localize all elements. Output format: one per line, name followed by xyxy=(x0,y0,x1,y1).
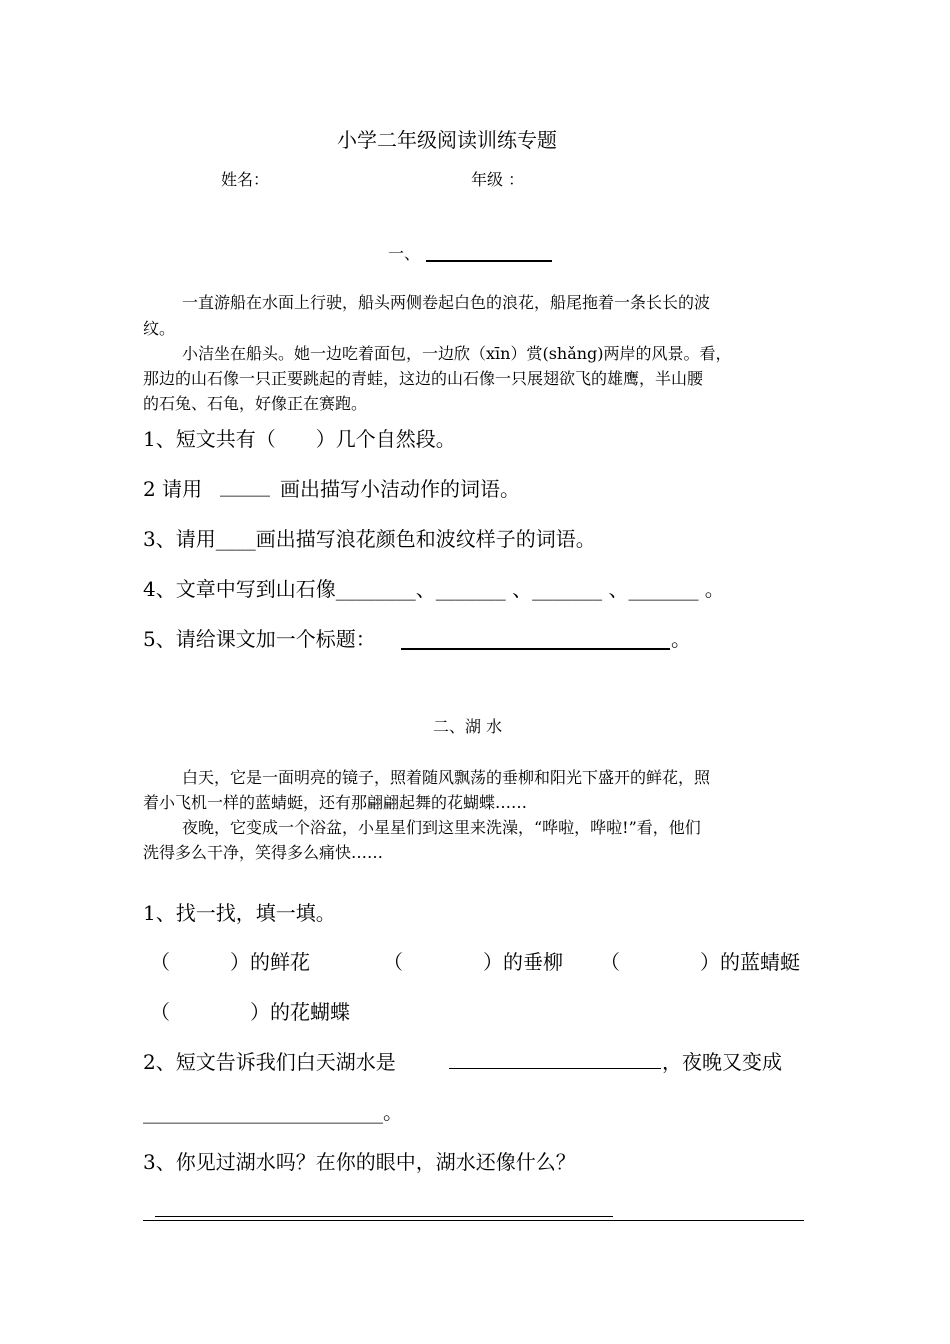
section2-question-2-start: 2、短文告诉我们白天湖水是 xyxy=(143,1050,396,1074)
fill-blank-dragonfly: （ ）的蓝蜻蜓 xyxy=(600,950,800,974)
fill-blank-flowers: （ ）的鲜花 xyxy=(150,950,310,974)
section1-question-2-end: 画出描写小洁动作的词语。 xyxy=(280,477,520,501)
section2-para2-line1: 夜晚，它变成一个浴盆，小星星们到这里来洗澡，“哗啦，哗啦!”看，他们 xyxy=(182,818,701,837)
section1-heading: 一、 xyxy=(388,244,421,263)
section2-question-3: 3、你见过湖水吗？在你的眼中，湖水还像什么？ xyxy=(143,1150,576,1174)
answer-line-upper[interactable] xyxy=(155,1216,613,1217)
section2-para1-line2: 着小飞机一样的蓝蜻蜓，还有那翩翩起舞的花蝴蝶…… xyxy=(143,793,528,812)
section1-para1-line1: 一直游船在水面上行驶，船头两侧卷起白色的浪花，船尾拖着一条长长的波 xyxy=(182,293,711,312)
section2-question-2-blank[interactable] xyxy=(449,1068,661,1069)
section1-question-4: 4、文章中写到山石像________、_______ 、_______ 、_______ 。 xyxy=(143,577,725,601)
section2-question-2-line2: ________________________。 xyxy=(143,1100,403,1124)
section1-title-blank[interactable] xyxy=(426,260,552,262)
section1-para2-line2: 那边的山石像一只正要跳起的青蛙，这边的山石像一只展翅欲飞的雄鹰，半山腰 xyxy=(143,369,704,388)
section2-para1-line1: 白天，它是一面明亮的镜子，照着随风飘荡的垂柳和阳光下盛开的鲜花，照 xyxy=(182,768,711,787)
section2-question-2-mid: ，夜晚又变成 xyxy=(662,1050,782,1074)
section1-question-5-blank[interactable] xyxy=(401,648,670,650)
section1-para2-line1: 小洁坐在船头。她一边吃着面包，一边欣（xīn）赏(shǎng)两岸的风景。看， xyxy=(182,344,732,363)
section1-question-1: 1、短文共有（ ）几个自然段。 xyxy=(143,427,456,451)
section2-para2-line2: 洗得多么干净，笑得多么痛快…… xyxy=(143,843,384,862)
section1-question-2-mark: _____ xyxy=(220,473,270,497)
section1-para1-line2: 纹。 xyxy=(143,319,176,338)
section2-heading: 二、湖 水 xyxy=(433,717,503,736)
section1-question-2-start: 2 请用 xyxy=(143,477,203,501)
section1-question-5-end: 。 xyxy=(671,627,691,651)
grade-label: 年级 ： xyxy=(471,170,525,189)
section1-question-3: 3、请用____画出描写浪花颜色和波纹样子的词语。 xyxy=(143,527,596,551)
section1-question-5: 5、请给课文加一个标题： xyxy=(143,627,376,651)
name-label: 姓名： xyxy=(221,170,270,189)
section2-question-1: 1、找一找，填一填。 xyxy=(143,901,336,925)
section1-para2-line3: 的石兔、石龟，好像正在赛跑。 xyxy=(143,394,368,413)
fill-blank-butterfly: （ ）的花蝴蝶 xyxy=(150,1000,350,1024)
answer-line-lower[interactable] xyxy=(143,1220,804,1221)
fill-blank-willow: （ ）的垂柳 xyxy=(383,950,563,974)
page-title: 小学二年级阅读训练专题 xyxy=(337,128,557,152)
